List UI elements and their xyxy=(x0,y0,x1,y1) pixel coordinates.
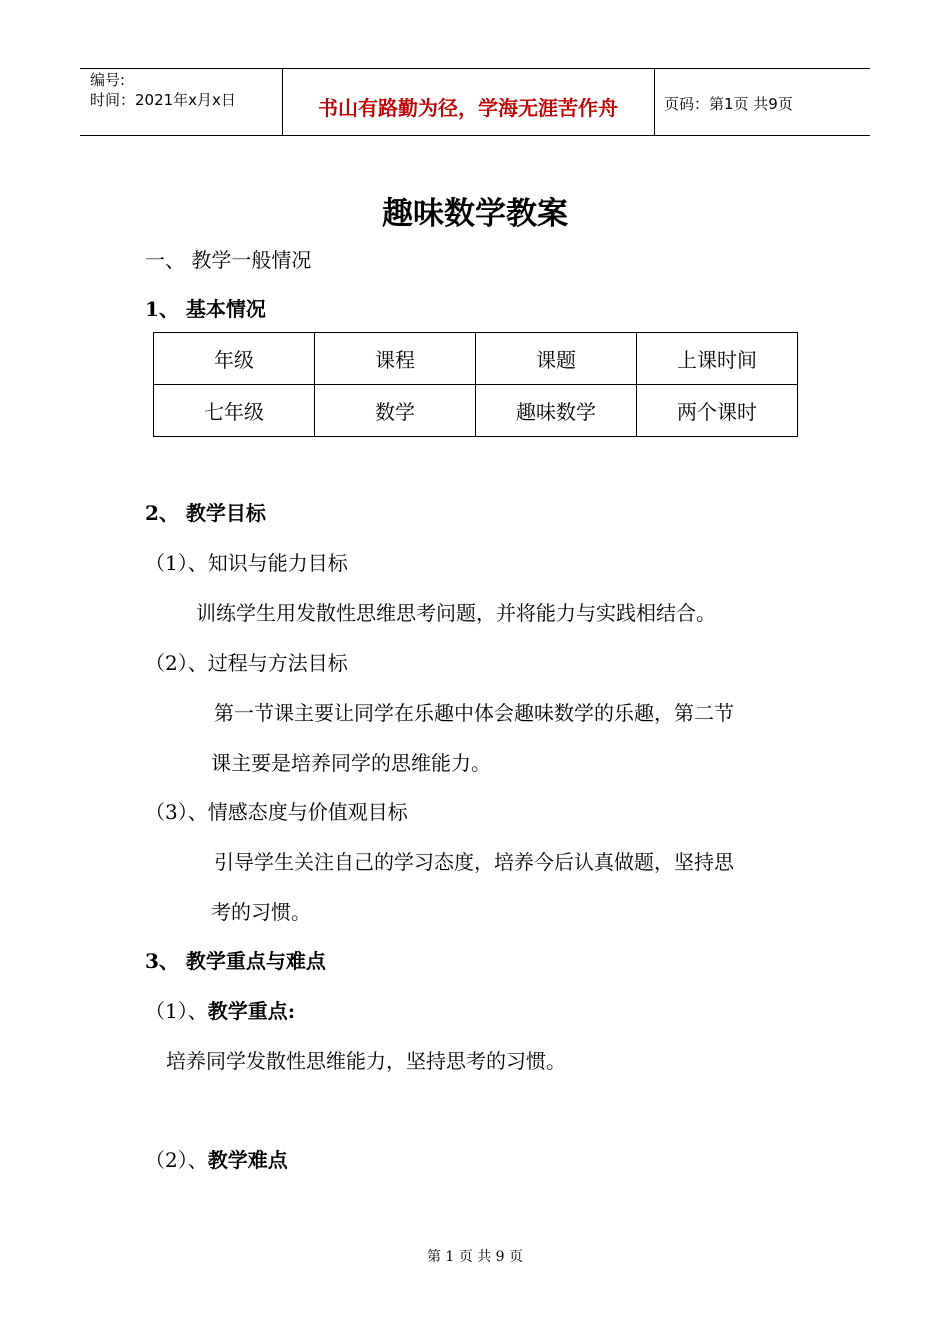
table-header-cell: 上课时间 xyxy=(637,333,798,385)
subheading-focus: （1）、教学重点: xyxy=(145,999,296,1023)
heading-keypoints: 3、 教学重点与难点 xyxy=(145,949,326,973)
table-cell: 七年级 xyxy=(154,385,315,437)
emotion-text-line1: 引导学生关注自己的学习态度，培养今后认真做题，坚持思 xyxy=(214,850,734,874)
table-header-row xyxy=(154,333,798,385)
heading-basic-info: 1、 基本情况 xyxy=(145,297,266,321)
process-text-line2: 课主要是培养同学的思维能力。 xyxy=(211,751,491,775)
table-cell: 数学 xyxy=(315,385,476,437)
table-cell: 趣味数学 xyxy=(476,385,637,437)
table-header-cell: 课题 xyxy=(476,333,637,385)
process-text-line1: 第一节课主要让同学在乐趣中体会趣味数学的乐趣，第二节 xyxy=(214,701,734,725)
table-header-cell: 课程 xyxy=(315,333,476,385)
document-title: 趣味数学教案 xyxy=(382,196,568,232)
table-row xyxy=(154,385,798,437)
header-bottom-border xyxy=(80,135,870,136)
page-footer: 第 1 页 共 9 页 xyxy=(426,1249,524,1265)
subheading-process: （2）、过程与方法目标 xyxy=(145,651,348,675)
header-divider-right xyxy=(654,68,655,135)
heading-goals: 2、 教学目标 xyxy=(145,501,266,525)
section-general: 一、 教学一般情况 xyxy=(145,248,312,272)
serial-label: 编号: xyxy=(90,71,126,89)
time-label: 时间：2021年x月x日 xyxy=(90,91,236,109)
subheading-knowledge: （1）、知识与能力目标 xyxy=(145,551,348,575)
knowledge-text: 训练学生用发散性思维思考问题，并将能力与实践相结合。 xyxy=(196,601,716,625)
table-header-cell: 年级 xyxy=(154,333,315,385)
header-top-border xyxy=(80,68,870,69)
subheading-emotion: （3）、情感态度与价值观目标 xyxy=(145,800,408,824)
subheading-difficulty: （2）、教学难点 xyxy=(145,1148,288,1172)
focus-text: 培养同学发散性思维能力，坚持思考的习惯。 xyxy=(166,1049,566,1073)
page-info: 页码：第1页 共9页 xyxy=(664,95,793,113)
motto: 书山有路勤为径，学海无涯苦作舟 xyxy=(318,96,618,120)
emotion-text-line2: 考的习惯。 xyxy=(211,900,311,924)
table-cell: 两个课时 xyxy=(637,385,798,437)
basic-info-table xyxy=(153,332,798,437)
